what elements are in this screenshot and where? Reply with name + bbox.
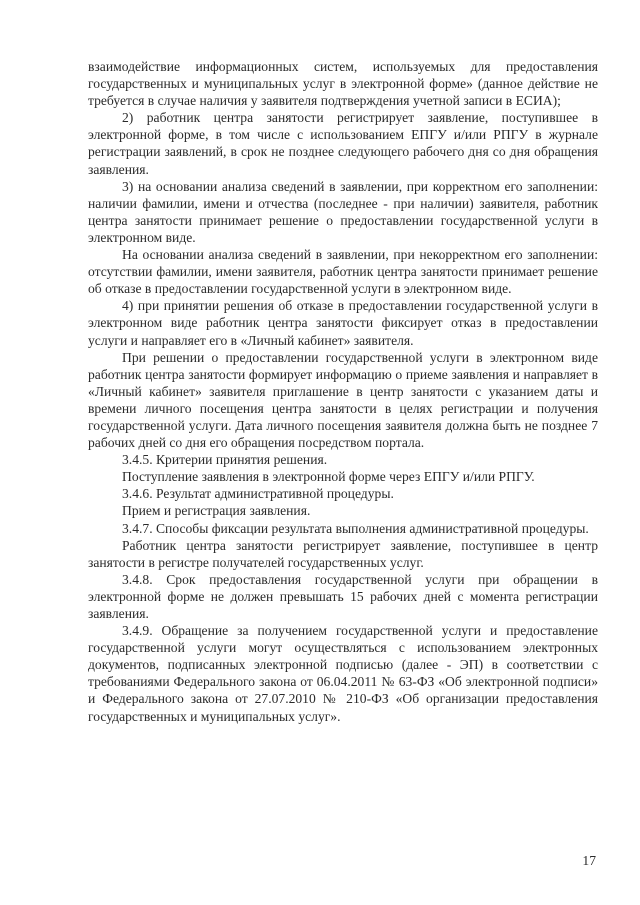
paragraph-step-3: 3) на основании анализа сведений в заявлении, при корректном его заполнении: наличии фамилии, имени и отчества (последнее - при наличии) заявителя, работник центра занятости принимает решение о предоставлении государственной услуги в электронном виде.: [88, 178, 598, 245]
section-3-4-7-heading: 3.4.7. Способы фиксации результата выполнения административной процедуры.: [122, 520, 589, 536]
paragraph-step-4: 4) при принятии решения об отказе в предоставлении государственной услуги в электронном виде работник центра занятости фиксирует отказ в предоставлении услуги и направляет его в «Личный кабинет» заявителя.: [88, 298, 598, 348]
page-number: 17: [582, 853, 596, 868]
section-3-4-7-text: Работник центра занятости регистрирует заявление, поступившее в центр занятости в регистре получателей государственных услуг.: [88, 537, 598, 570]
paragraph-esia-continuation: взаимодействие информационных систем, используемых для предоставления государственных и муниципальных услуг в электронной форме» (данное действие не требуется в случае наличия у заявителя подтверждения учетной записи в ЕСИА);: [88, 59, 598, 109]
paragraph-step-2: 2) работник центра занятости регистрирует заявление, поступившее в электронной форме, в том числе с использованием ЕПГУ и/или РПГУ в журнале регистрации заявлений, в срок не позднее следующего рабочего дня со дня обращения заявления.: [88, 110, 598, 177]
paragraph-invitation: При решении о предоставлении государственной услуги в электронном виде работник центра занятости формирует информацию о приеме заявления и направляет в «Личный кабинет» заявителя приглашение в центр занятости с указанием даты и времени личного посещения центра занятости в целях регистрации и получения государственной услуги. Дата личного посещения заявителя должна быть не позднее 7 рабочих дней со дня его обращения посредством портала.: [88, 349, 598, 451]
section-3-4-8: 3.4.8. Срок предоставления государственной услуги при обращении в электронной форме не должен превышать 15 рабочих дней с момента регистрации заявления.: [88, 571, 598, 621]
paragraph-incorrect-filling: На основании анализа сведений в заявлении, при некорректном его заполнении: отсутствии фамилии, имени заявителя, работник центра занятости принимает решение об отказе в предоставлении государственной услуги в электронном виде.: [88, 247, 598, 297]
section-3-4-6-text: Прием и регистрация заявления.: [122, 503, 311, 519]
section-3-4-6-heading: 3.4.6. Результат административной процедуры.: [122, 486, 394, 502]
section-3-4-5-heading: 3.4.5. Критерии принятия решения.: [122, 452, 328, 468]
section-3-4-5-text: Поступление заявления в электронной форме через ЕПГУ и/или РПГУ.: [122, 469, 535, 485]
section-3-4-9: 3.4.9. Обращение за получением государственной услуги и предоставление государственной услуги могут осуществляться с использованием электронных документов, подписанных электронной подписью (далее - ЭП) в соответствии с требованиями Федерального закона от 06.04.2011 № 63-ФЗ «Об электронной подписи» и Федерального закона от 27.07.2010 № 210-ФЗ «Об организации предоставления государственных и муниципальных услуг».: [88, 623, 598, 724]
document-body: [88, 58, 598, 725]
